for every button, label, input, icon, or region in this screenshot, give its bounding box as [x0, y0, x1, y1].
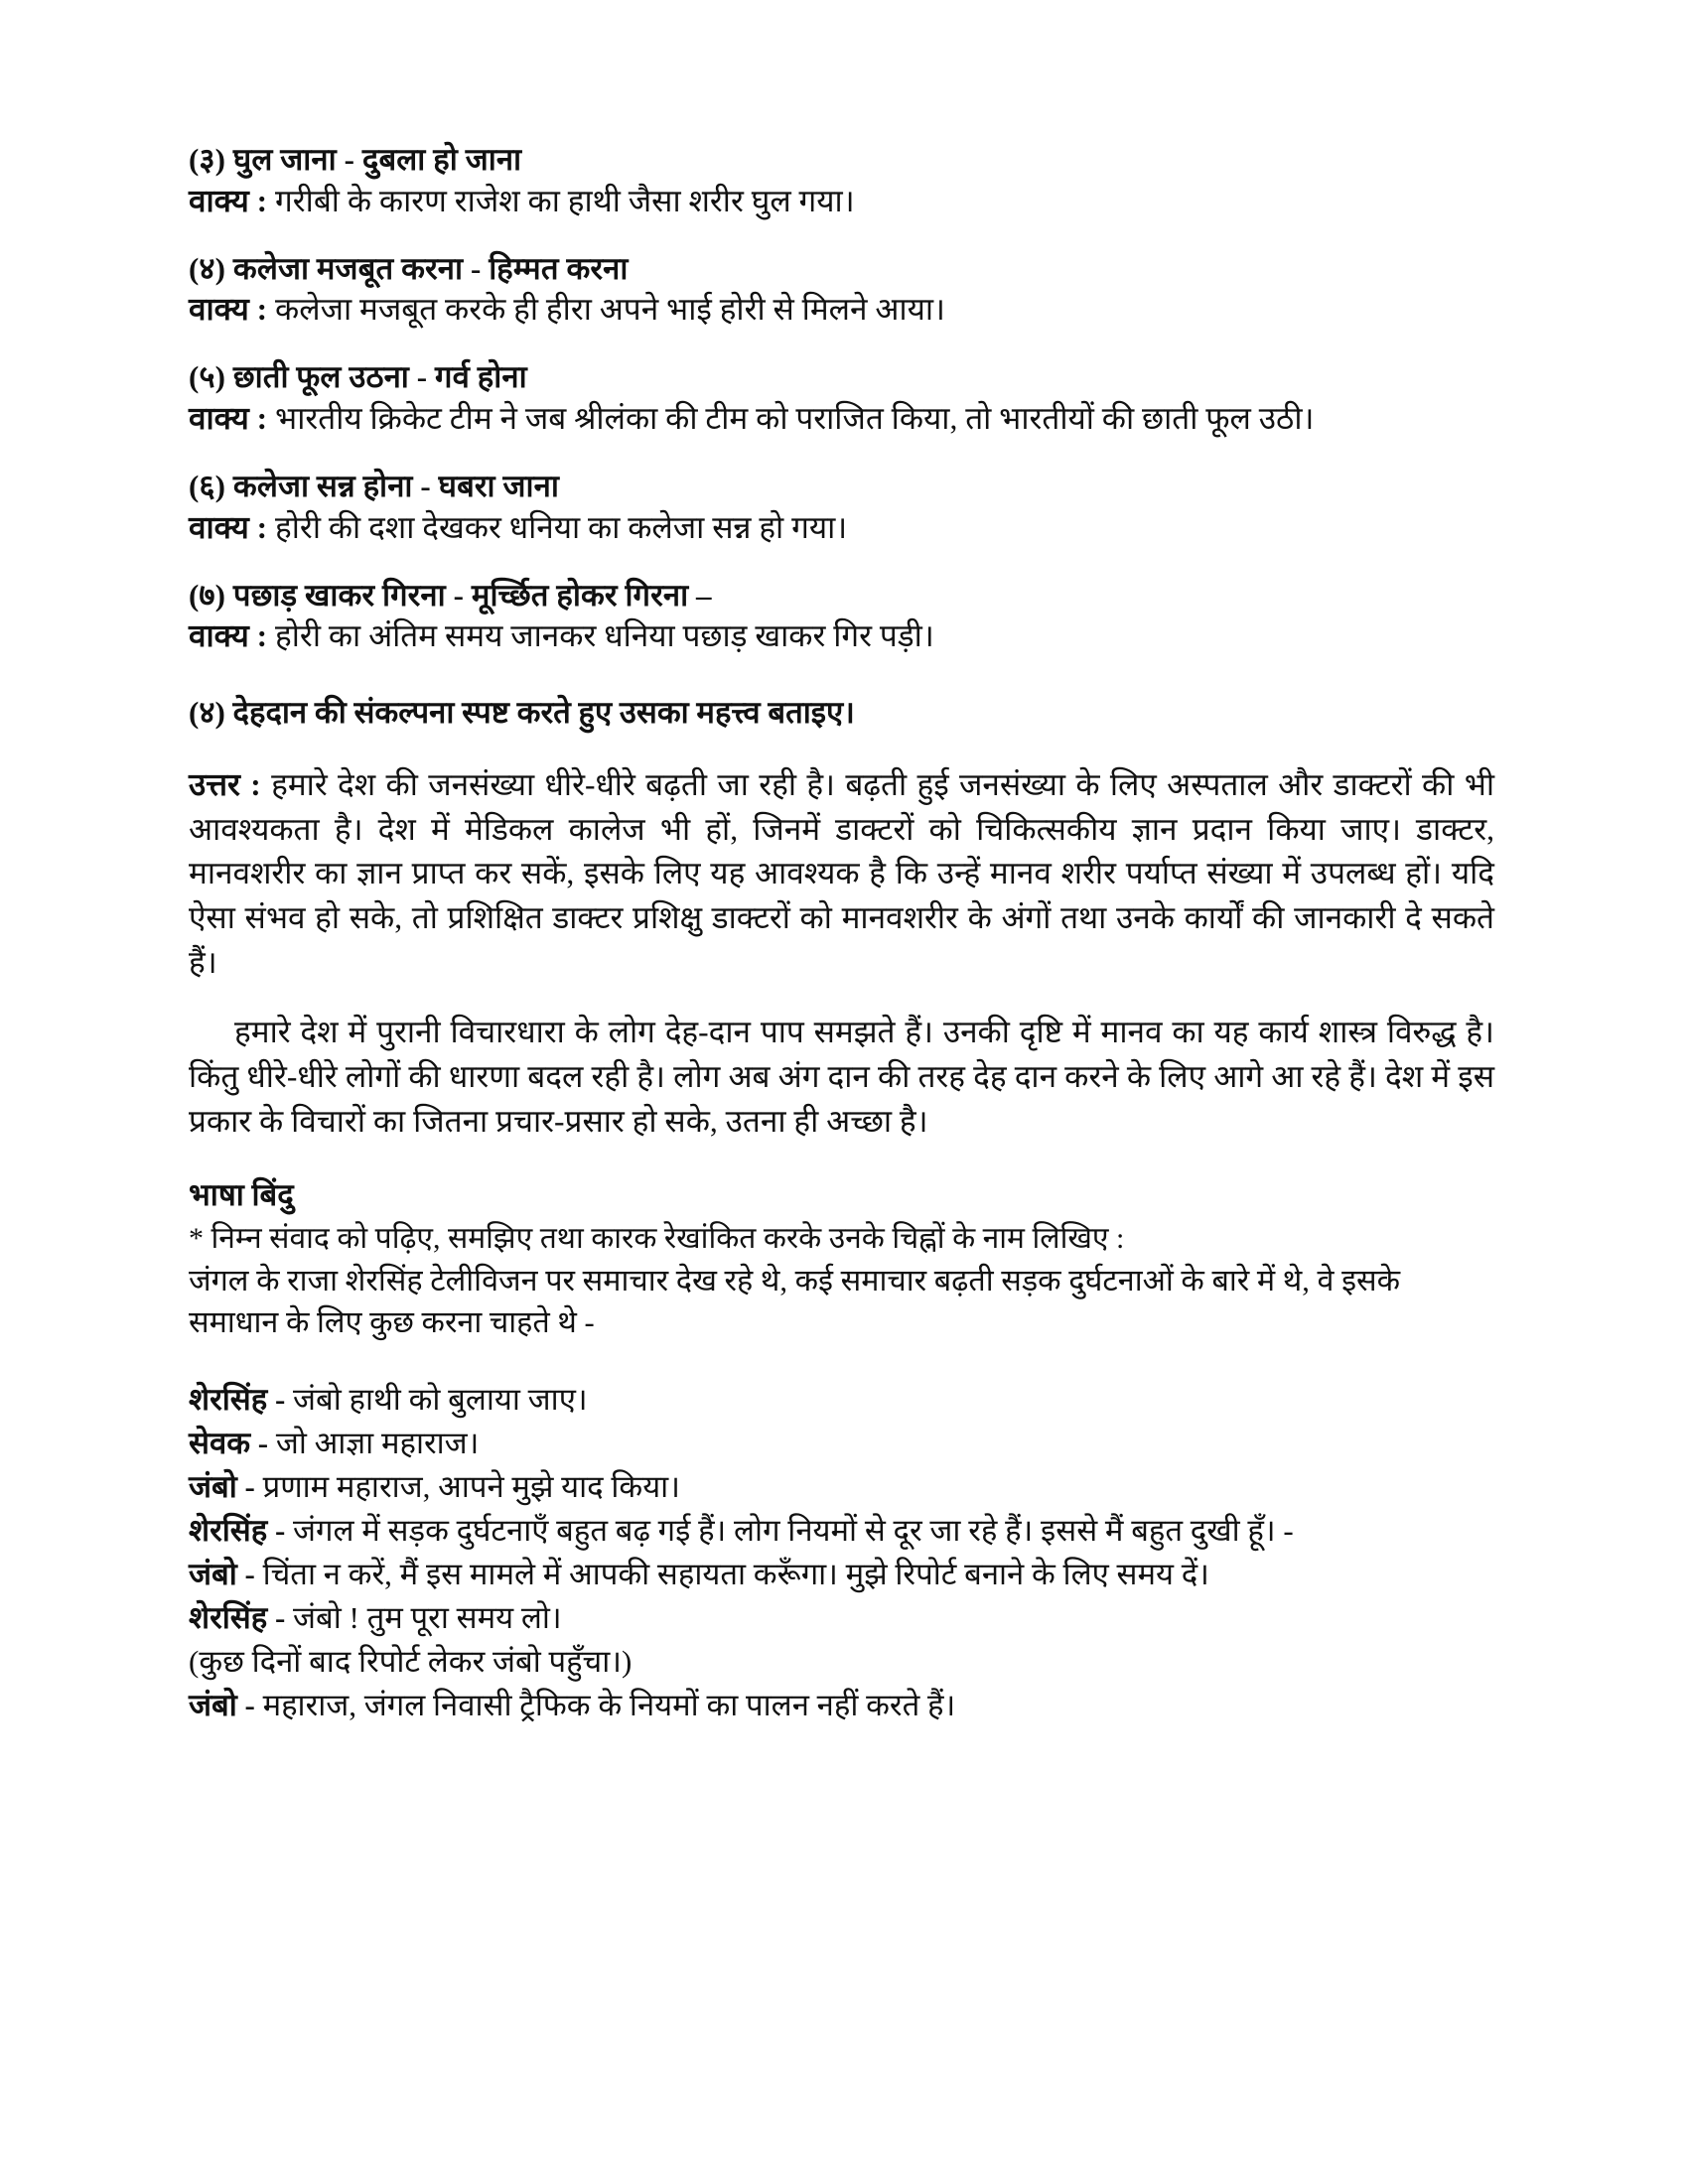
- dialogue-block: [189, 1378, 1494, 1727]
- dialogue-speaker: सेवक -: [189, 1426, 269, 1461]
- dialogue-text: जंगल में सड़क दुर्घटनाएँ बहुत बढ़ गई हैं। लोग नियमों से दूर जा रहे हैं। इससे मैं बहुत दुखी हूँ। -: [293, 1513, 1294, 1549]
- sentence-text: होरी की दशा देखकर धनिया का कलेजा सन्न हो गया।: [275, 509, 848, 545]
- idiom-sentence: [189, 289, 1494, 331]
- idiom-heading: (४) कलेजा मजबूत करना - हिम्मत करना: [189, 250, 629, 286]
- idiom-block: [189, 575, 1494, 658]
- sentence-label: वाक्य :: [189, 509, 268, 545]
- dialogue-text: महाराज, जंगल निवासी ट्रैफिक के नियमों का पालन नहीं करते हैं।: [262, 1688, 956, 1723]
- answer-label: उत्तर :: [189, 766, 261, 802]
- idiom-sentence: [189, 507, 1494, 549]
- dialogue-text: प्रणाम महाराज, आपने मुझे याद किया।: [262, 1469, 680, 1505]
- sentence-label: वाक्य :: [189, 618, 268, 654]
- idiom-block: [189, 466, 1494, 549]
- dialogue-text: चिंता न करें, मैं इस मामले में आपकी सहायता करूँगा। मुझे रिपोर्ट बनाने के लिए समय दें।: [262, 1557, 1209, 1592]
- sentence-text: भारतीय क्रिकेट टीम ने जब श्रीलंका की टीम को पराजित किया, तो भारतीयों की छाती फूल उठी।: [275, 401, 1315, 436]
- idiom-block: [189, 356, 1494, 440]
- idiom-heading: (६) कलेजा सन्न होना - घबरा जाना: [189, 469, 559, 504]
- question-heading: (४) देहदान की संकल्पना स्पष्ट करते हुए उसका महत्त्व बताइए।: [189, 694, 855, 730]
- dialogue-speaker: जंबो -: [189, 1469, 255, 1505]
- answer-paragraph-1: [189, 763, 1494, 986]
- dialogue-speaker: जंबो -: [189, 1557, 255, 1592]
- dialogue-line: [189, 1422, 1494, 1465]
- dialogue-speaker: शेरसिंह -: [189, 1513, 286, 1549]
- idiom-sentence: [189, 181, 1494, 222]
- dialogue-line: [189, 1378, 1494, 1422]
- idiom-block: [189, 248, 1494, 332]
- dialogue-line: [189, 1553, 1494, 1596]
- dialogue-line: [189, 1684, 1494, 1727]
- dialogue-line: [189, 1596, 1494, 1640]
- dialogue-line: [189, 1509, 1494, 1553]
- dialogue-line: [189, 1465, 1494, 1509]
- idiom-heading: (५) छाती फूल उठना - गर्व होना: [189, 359, 527, 395]
- sentence-text: कलेजा मजबूत करके ही हीरा अपने भाई होरी से मिलने आया।: [275, 292, 945, 328]
- language-point-instruction: * निम्न संवाद को पढ़िए, समझिए तथा कारक रेखांकित करके उनके चिह्नों के नाम लिखिए :: [189, 1221, 1125, 1255]
- dialogue-text: जो आज्ञा महाराज।: [275, 1426, 480, 1461]
- sentence-label: वाक्य :: [189, 292, 268, 328]
- sentence-text: होरी का अंतिम समय जानकर धनिया पछाड़ खाकर गिर पड़ी।: [275, 618, 934, 654]
- dialogue-text: जंबो हाथी को बुलाया जाए।: [293, 1382, 588, 1418]
- dialogue-speaker: शेरसिंह -: [189, 1382, 286, 1418]
- dialogue-speaker: शेरसिंह -: [189, 1600, 286, 1636]
- sentence-label: वाक्य :: [189, 401, 268, 436]
- idiom-sentence: [189, 615, 1494, 657]
- sentence-label: वाक्य :: [189, 183, 268, 218]
- answer-paragraph-2: हमारे देश में पुरानी विचारधारा के लोग देह-दान पाप समझते हैं। उनकी दृष्टि में मानव का यह कार्य शास्त्र विरुद्ध है। किंतु धीरे-धीरे लोगों की धारणा बदल रही है। लोग अब अंग दान की तरह देह दान करने के लिए आगे आ रहे हैं। देश में इस प्रकार के विचारों का जितना प्रचार-प्रसार हो सके, उतना ही अच्छा है।: [189, 1015, 1494, 1139]
- answer-text-1: हमारे देश की जनसंख्या धीरे-धीरे बढ़ती जा रही है। बढ़ती हुई जनसंख्या के लिए अस्पताल और डाक्टरों की भी आवश्यकता है। देश में मेडिकल कालेज भी हों, जिनमें डाक्टरों को चिकित्सकीय ज्ञान प्रदान किया जाए। डाक्टर, मानवशरीर का ज्ञान प्राप्त कर सकें, इसके लिए यह आवश्यक है कि उन्हें मानव शरीर पर्याप्त संख्या में उपलब्ध हों। यदि ऐसा संभव हो सके, तो प्रशिक्षित डाक्टर प्रशिक्षु डाक्टरों को मानवशरीर के अंगों तथा उनके कार्यों की जानकारी दे सकते हैं।: [189, 766, 1495, 980]
- dialogue-stage-direction: (कुछ दिनों बाद रिपोर्ट लेकर जंबो पहुँचा।): [189, 1644, 633, 1680]
- idiom-block: [189, 139, 1494, 222]
- idiom-heading: (३) घुल जाना - दुबला हो जाना: [189, 142, 522, 177]
- idiom-heading: (७) पछाड़ खाकर गिरना - मूर्च्छित होकर गिरना –: [189, 577, 712, 613]
- dialogue-speaker: जंबो -: [189, 1688, 255, 1723]
- language-point-intro: जंगल के राजा शेरसिंह टेलीविजन पर समाचार देख रहे थे, कई समाचार बढ़ती सड़क दुर्घटनाओं के बारे में थे, वे इसके समाधान के लिए कुछ करना चाहते थे -: [189, 1263, 1401, 1340]
- sentence-text: गरीबी के कारण राजेश का हाथी जैसा शरीर घुल गया।: [275, 183, 855, 218]
- idiom-sentence: [189, 398, 1494, 440]
- dialogue-text: जंबो ! तुम पूरा समय लो।: [293, 1600, 562, 1636]
- language-point-title: भाषा बिंदु: [189, 1176, 294, 1212]
- document-body: [189, 139, 1494, 1727]
